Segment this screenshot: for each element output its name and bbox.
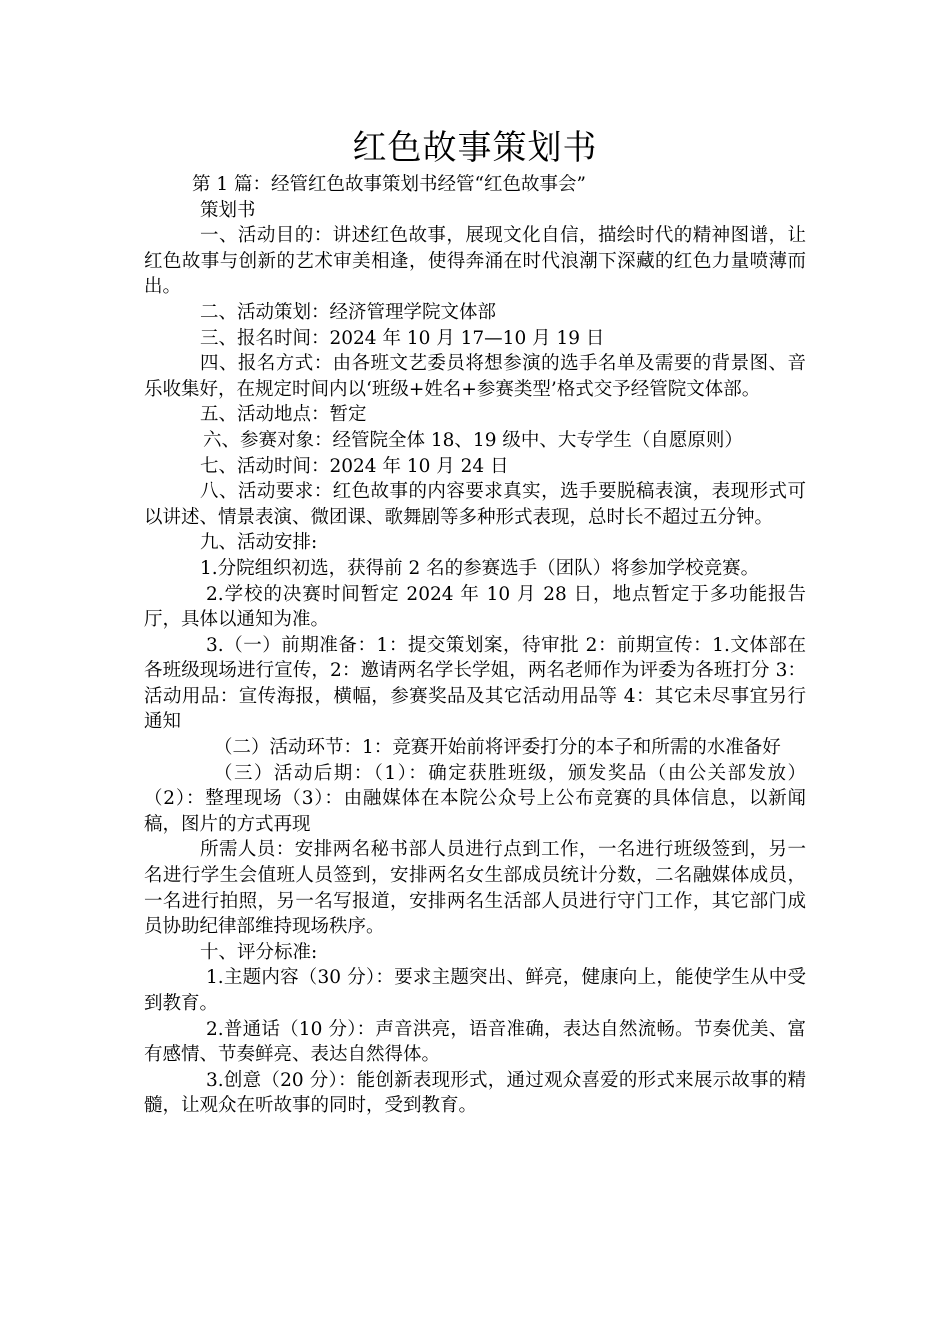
paragraph-venue: 五、活动地点：暂定	[200, 404, 367, 426]
paragraph-scoring-3: 3.创意（20 分）：能创新表现形式，通过观众喜爱的形式来展示故事的精髓，让观众在听故事的同时，受到教育。	[144, 1069, 806, 1117]
paragraph-arrangement-stage-3: （三）活动后期：（1）：确定获胜班级，颁发奖品（由公关部发放）（2）：整理现场（3）：由融媒体在本院公众号上公布竞赛的具体信息，以新闻稿，图片的方式再现	[144, 762, 806, 835]
paragraph-arrangement-3: 3.（一）前期准备：1：提交策划案，待审批 2：前期宣传：1.文体部在各班级现场进行宣传，2：邀请两名学长学姐，两名老师作为评委为各班打分 3：活动用品：宣传海报，横幅，参赛奖品及其它活动用品等 4：其它未尽事宜另行通知	[144, 634, 806, 733]
paragraph-arrangement-stage-2: （二）活动环节：1：竞赛开始前将评委打分的本子和所需的水准备好	[214, 737, 781, 759]
paragraph-participants: 六、参赛对象：经管院全体 18、19 级中、大专学生（自愿原则）	[203, 429, 743, 451]
paragraph-activity-time: 七、活动时间：2024 年 10 月 24 日	[200, 455, 509, 477]
section-heading-continued: 策划书	[200, 199, 256, 221]
paragraph-arrangement-2: 2.学校的决赛时间暂定 2024 年 10 月 28 日，地点暂定于多功能报告厅，具体以通知为准。	[144, 583, 806, 631]
paragraph-purpose: 一、活动目的：讲述红色故事，展现文化自信，描绘时代的精神图谱，让红色故事与创新的艺术审美相逢，使得奔涌在时代浪潮下深藏的红色力量喷薄而出。	[144, 225, 806, 298]
document-body	[144, 172, 806, 1119]
paragraph-scoring-2: 2.普通话（10 分）：声音洪亮，语音准确，表达自然流畅。节奏优美、富有感情、节奏鲜亮、表达自然得体。	[144, 1018, 806, 1066]
paragraph-registration-time: 三、报名时间：2024 年 10 月 17—10 月 19 日	[200, 327, 605, 349]
paragraph-scoring-1: 1.主题内容（30 分）：要求主题突出、鲜亮，健康向上，能使学生从中受到教育。	[144, 967, 806, 1014]
paragraph-organizer: 二、活动策划：经济管理学院文体部	[200, 301, 497, 323]
paragraph-scoring-heading: 十、评分标准:	[200, 941, 318, 963]
section-heading: 第 1 篇：经管红色故事策划书经管“红色故事会”	[192, 174, 586, 195]
paragraph-arrangement-heading: 九、活动安排:	[200, 532, 318, 554]
paragraph-requirements: 八、活动要求：红色故事的内容要求真实，选手要脱稿表演，表现形式可以讲述、情景表演、微团课、歌舞剧等多种形式表现，总时长不超过五分钟。	[144, 481, 806, 528]
paragraph-registration-method: 四、报名方式：由各班文艺委员将想参演的选手名单及需要的背景图、音乐收集好，在规定时间内以‘班级+姓名+参赛类型’格式交予经管院文体部。	[144, 353, 806, 400]
document-title: 红色故事策划书	[352, 128, 598, 168]
paragraph-arrangement-1: 1.分院组织初选，获得前 2 名的参赛选手（团队）将参加学校竞赛。	[200, 557, 760, 579]
paragraph-staffing: 所需人员：安排两名秘书部人员进行点到工作，一名进行班级签到，另一名进行学生会值班人员签到，安排两名女生部成员统计分数，二名融媒体成员，一名进行拍照，另一名写报道，安排两名生活部人员进行守门工作，其它部门成员协助纪律部维持现场秩序。	[144, 839, 806, 938]
